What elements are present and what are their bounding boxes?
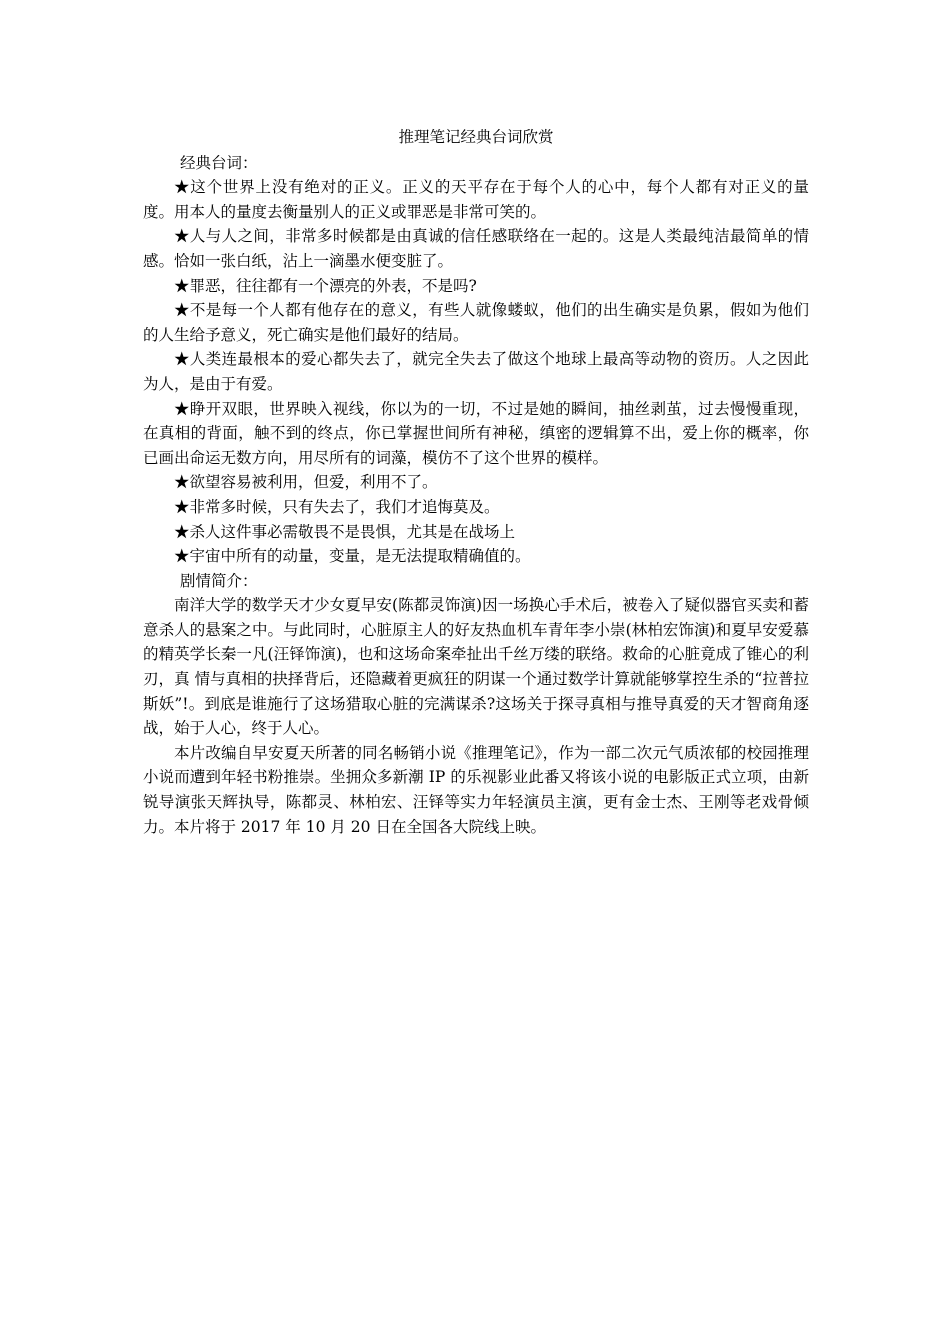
plot-heading: 剧情简介： — [180, 571, 258, 590]
quote-paragraph: ★不是每一个人都有他存在的意义，有些人就像蝼蚁，他们的出生确实是负累，假如为他们的人生给予意义，死亡确实是他们最好的结局。 — [143, 301, 809, 344]
quote-paragraph: ★人与人之间，非常多时候都是由真诚的信任感联络在一起的。这是人类最纯洁最简单的情感。恰如一张白纸，沾上一滴墨水便变脏了。 — [143, 227, 809, 270]
quote-paragraph: ★睁开双眼，世界映入视线，你以为的一切，不过是她的瞬间，抽丝剥茧，过去慢慢重现，在真相的背面，触不到的终点，你已掌握世间所有神秘，缜密的逻辑算不出，爱上你的概率，你已画出命运无数方向，用尽所有的词藻，模仿不了这个世界的模样。 — [143, 399, 809, 467]
quote-paragraph: ★人类连最根本的爱心都失去了，就完全失去了做这个地球上最高等动物的资历。人之因此为人，是由于有爱。 — [143, 350, 809, 393]
document-title: 推理笔记经典台词欣赏 — [398, 128, 554, 146]
quote-paragraph: ★罪恶，往往都有一个漂亮的外表，不是吗? — [174, 276, 477, 295]
plot-paragraph: 本片改编自早安夏天所著的同名畅销小说《推理笔记》，作为一部二次元气质浓郁的校园推理小说而遭到年轻书粉推崇。坐拥众多新潮 IP 的乐视影业此番又将该小说的电影版正式立项，由新锐导演张天辉执导，陈都灵、林柏宏、汪铎等实力年轻演员主演，更有金士杰、王刚等老戏骨倾力。本片将于 2017 年 10 月 20 日在全国各大院线上映。 — [143, 743, 809, 836]
document-body — [143, 122, 809, 839]
quote-paragraph: ★宇宙中所有的动量，变量，是无法提取精确值的。 — [174, 547, 531, 566]
quote-paragraph: ★杀人这件事必需敬畏不是畏惧，尤其是在战场上 — [174, 522, 516, 541]
quotes-heading: 经典台词： — [180, 153, 258, 172]
quote-paragraph: ★欲望容易被利用，但爱，利用不了。 — [174, 473, 438, 492]
plot-paragraph: 南洋大学的数学天才少女夏早安(陈都灵饰演)因一场换心手术后，被卷入了疑似器官买卖和蓄意杀人的悬案之中。与此同时，心脏原主人的好友热血机车青年李小崇(林柏宏饰演)和夏早安爱慕的精英学长秦一凡(汪铎饰演)，也和这场命案牵扯出千丝万缕的联络。救命的心脏竟成了锥心的利刃，真 情与真相的抉择背后，还隐藏着更疯狂的阴谋一个通过数学计算就能够掌控生杀的“拉普拉斯妖”!。到底是谁施行了这场猎取心脏的完满谋杀?这场关于探寻真相与推导真爱的天才智商角逐战，始于人心，终于人心。 — [143, 596, 809, 738]
quote-paragraph: ★非常多时候，只有失去了，我们才追悔莫及。 — [174, 497, 500, 516]
quote-paragraph: ★这个世界上没有绝对的正义。正义的天平存在于每个人的心中，每个人都有对正义的量度。用本人的量度去衡量别人的正义或罪恶是非常可笑的。 — [143, 178, 809, 221]
